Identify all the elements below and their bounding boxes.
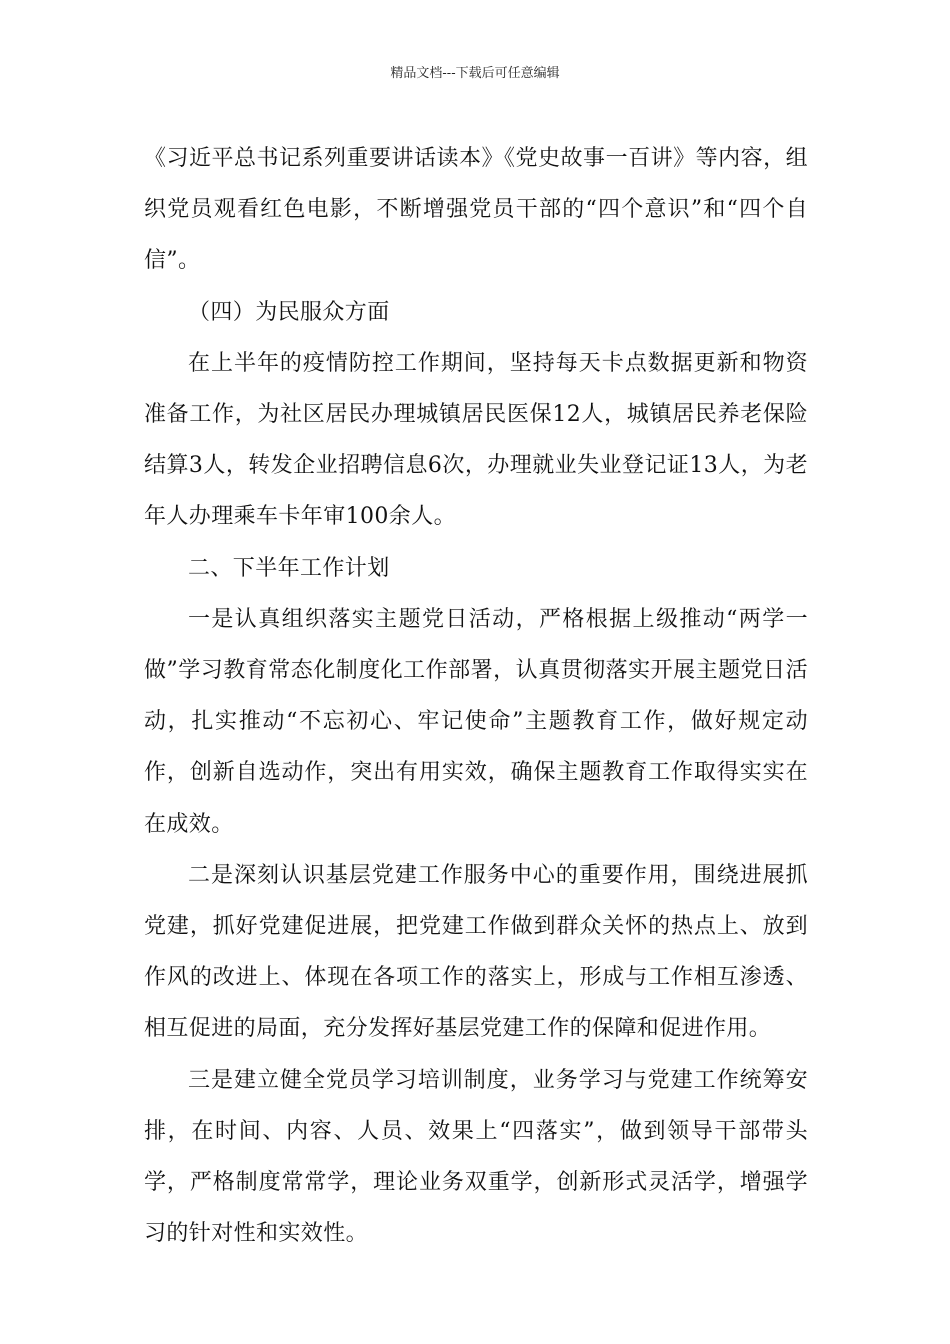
section-heading-plan: 二、下半年工作计划 xyxy=(188,555,390,581)
paragraph-plan-two: 二是深刻认识基层党建工作服务中心的重要作用，围绕进展抓党建，抓好党建促进展，把党建工作做到群众关怀的热点上、放到作风的改进上、体现在各项工作的落实上，形成与工作相互渗透、相互促进的局面，充分发挥好基层党建工作的保障和促进作用。 xyxy=(144,862,808,1042)
paragraph-plan-one: 一是认真组织落实主题党日活动，严格根据上级推动“两学一做”学习教育常态化制度化工作部署，认真贯彻落实开展主题党日活动，扎实推动“不忘初心、牢记使命”主题教育工作，做好规定动作，创新自选动作，突出有用实效，确保主题教育工作取得实实在在成效。 xyxy=(144,606,808,837)
paragraph-continuation: 《习近平总书记系列重要讲话读本》《党史故事一百讲》等内容，组织党员观看红色电影，不断增强党员干部的“四个意识”和“四个自信”。 xyxy=(144,146,808,274)
section-heading-service: （四）为民服众方面 xyxy=(188,299,390,325)
paragraph-service: 在上半年的疫情防控工作期间，坚持每天卡点数据更新和物资准备工作，为社区居民办理城镇居民医保12人，城镇居民养老保险结算3人，转发企业招聘信息6次，办理就业失业登记证13人，为老年人办理乘车卡年审100余人。 xyxy=(144,350,808,530)
page-header: 精品文档---下载后可任意编辑 xyxy=(390,66,560,81)
paragraph-plan-three: 三是建立健全党员学习培训制度，业务学习与党建工作统筹安排，在时间、内容、人员、效果上“四落实”，做到领导干部带头学，严格制度常常学，理论业务双重学，创新形式灵活学，增强学习的针对性和实效性。 xyxy=(144,1067,808,1247)
document-body xyxy=(144,133,808,1259)
